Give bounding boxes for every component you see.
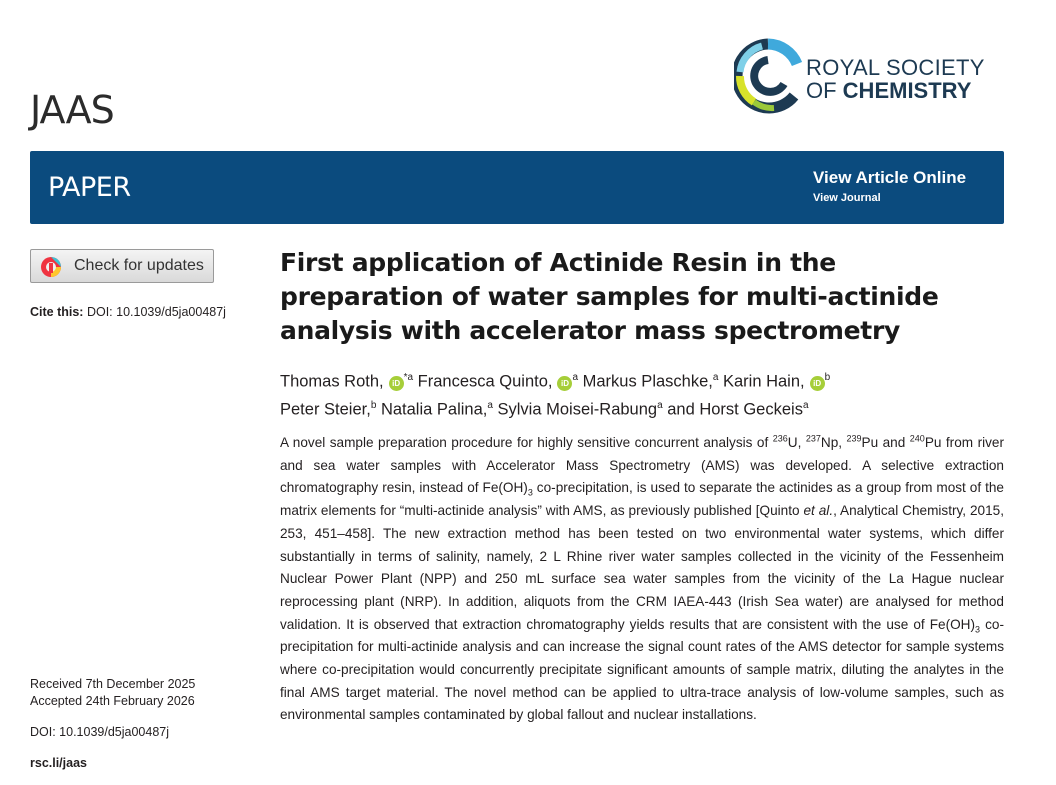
orcid-icon[interactable]: iD [557,376,572,391]
crossmark-icon [38,256,64,278]
rsc-logo[interactable] [734,38,1009,114]
author-name[interactable]: Markus Plaschke, [578,372,713,391]
view-article-online-link[interactable]: View Article Online [813,168,967,187]
author-name[interactable]: and Horst Geckeis [662,400,803,418]
article-title: First application of Actinide Resin in the preparation of water samples for multi-actinide analysis with accelerator mass spectrometry [280,248,939,345]
abstract: A novel sample preparation procedure for highly sensitive concurrent analysis of $^{236}$U, $^{237}$Np, $^{239}$Pu and $^{240}$Pu from river and sea water samples with Accelerator Mass Spectrometry (AMS) was developed. A selective extraction chromatography resin, instead of $Fe(OH)_3$ co-precipitation, is used to separate the actinides as a group from most of the matrix elements for “multi-actinide analysis” with AMS, as previously published [Quinto et al., Analytical Chemistry, 2015, 253, 451–458]. The new extraction method has been tested on two environmental water systems, which differ substantially in terms of salinity, namely, 2 L Rhine river water samples collected in the vicinity of the Fessenheim Nuclear Power Plant (NPP) and 250 mL surface sea water samples from the vicinity of the La Hague nuclear reprocessing plant (NRP). In addition, aliquots from the CRM IAEA-443 (Irish Sea water) are analysed for method validation. It is observed that extraction chromatography yields results that are consistent with the use of $Fe(OH)_3$ co-precipitation for multi-actinide analysis and can increase the signal count rates of the AMS detector for sample systems where co-precipitation would concurrently precipitate significant amounts of sample matrix, diluting the analytes in the final AMS target material. The novel method can be applied to ultra-trace analysis of low-volume samples, such as environmental samples contaminated by global fallout and nuclear installations. [280,433,1004,723]
author-name[interactable]: Sylvia Moisei-Rabung [492,400,658,418]
check-for-updates-label: Check for updates [74,257,204,274]
journal-short-link[interactable]: rsc.li/jaas [30,756,87,770]
orcid-icon[interactable]: iD [810,376,825,391]
view-journal-link[interactable]: View Journal [813,192,881,204]
doi[interactable]: DOI: 10.1039/d5ja00487j [30,725,169,739]
journal-name: JAAS [30,88,114,132]
accepted-date: Accepted 24th February 2026 [30,694,195,708]
article-type-banner [30,151,1004,224]
author-name[interactable]: Thomas Roth, [280,372,384,391]
author-name[interactable]: Peter Steier, [280,400,371,418]
received-date: Received 7th December 2025 [30,677,196,691]
orcid-icon[interactable]: iD [389,376,404,391]
rsc-name-line2: OF CHEMISTRY [806,78,972,103]
rsc-name-line1: ROYAL SOCIETY [806,55,985,80]
article-type: PAPER [48,172,131,203]
check-for-updates-button[interactable] [30,249,214,283]
cite-this: Cite this: DOI: 10.1039/d5ja00487j [30,305,226,319]
author-list: Thomas Roth, iD $^{*a}$ Francesca Quinto, iD $^a$ Markus Plaschke,$^a$ Karin Hain, iD $^b$ Peter Steier,$^b$ Natalia Palina,$^a$ Sylvia Moisei-Rabung$^a$ and Horst Geckeis$^a$ [280,372,831,418]
author-name[interactable]: Francesca Quinto, [413,372,553,391]
rsc-logo-icon [734,38,802,114]
author-name[interactable]: Karin Hain, [718,372,805,391]
author-name[interactable]: Natalia Palina, [376,400,488,418]
